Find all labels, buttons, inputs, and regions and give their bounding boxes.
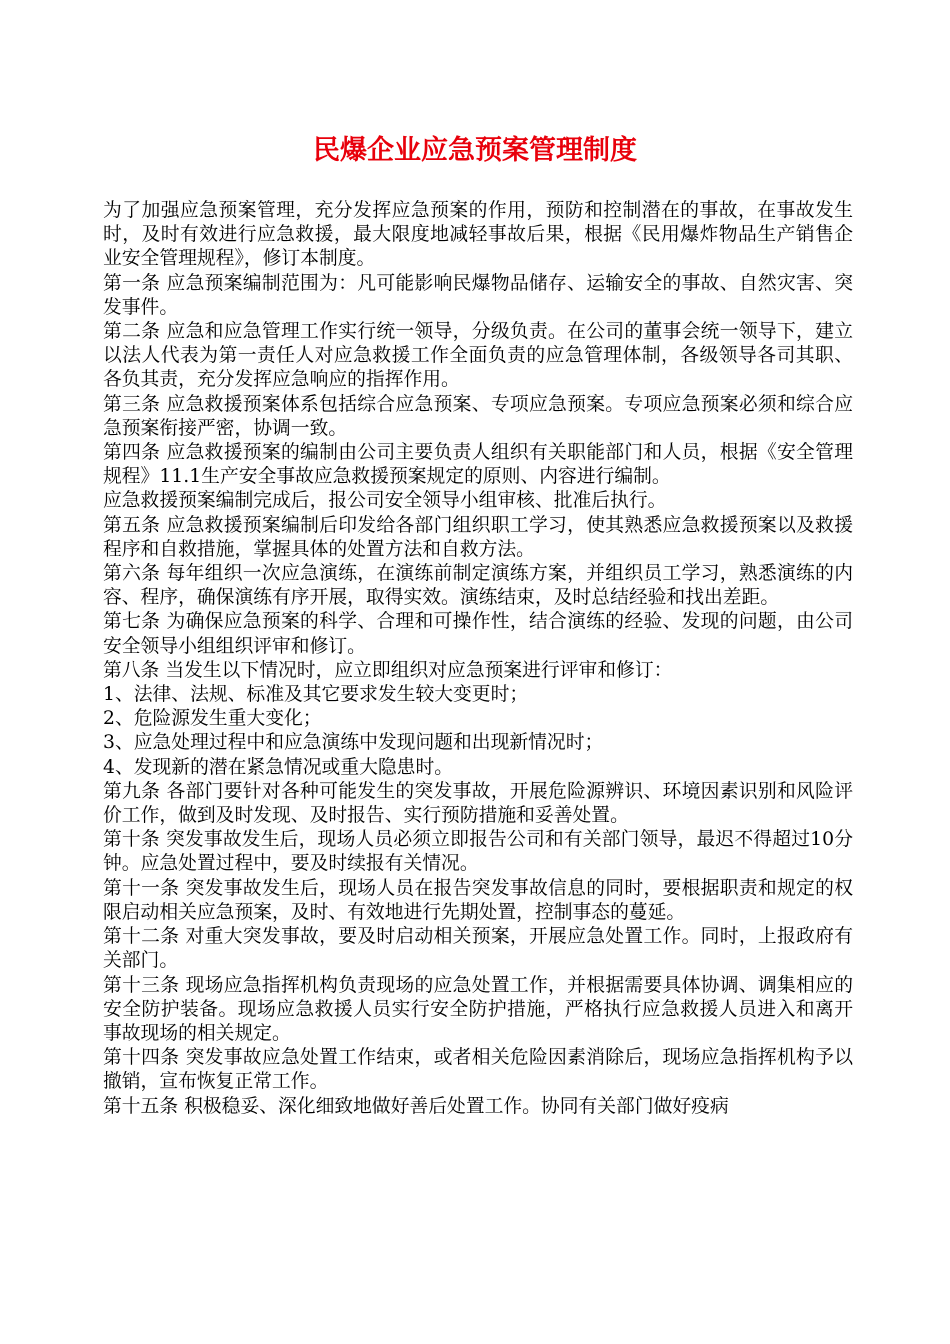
article-12: 第十二条 对重大突发事故，要及时启动相关预案，开展应急处置工作。同时，上报政府有关部门。 [103, 926, 853, 972]
article-2: 第二条 应急和应急管理工作实行统一领导，分级负责。在公司的董事会统一领导下，建立以法人代表为第一责任人对应急救援工作全面负责的应急管理体制，各级领导各司其职、各负其责，充分发挥应急响应的指挥作用。 [103, 321, 853, 391]
article-15: 第十五条 积极稳妥、深化细致地做好善后处置工作。协同有关部门做好疫病 [103, 1095, 729, 1117]
article-11: 第十一条 突发事故发生后，现场人员在报告突发事故信息的同时，要根据职责和规定的权限启动相关应急预案，及时、有效地进行先期处置，控制事态的蔓延。 [103, 877, 853, 923]
list-item-1: 1、法律、法规、标准及其它要求发生较大变更时； [103, 684, 529, 706]
list-item-3: 3、应急处理过程中和应急演练中发现问题和出现新情况时； [103, 732, 604, 754]
article-8: 第八条 当发生以下情况时，应立即组织对应急预案进行评审和修订： [103, 659, 673, 681]
article-6: 第六条 每年组织一次应急演练，在演练前制定演练方案，并组织员工学习，熟悉演练的内容、程序，确保演练有序开展，取得实效。演练结束，及时总结经验和找出差距。 [103, 563, 853, 609]
article-4-note: 应急救援预案编制完成后，报公司安全领导小组审核、批准后执行。 [103, 490, 667, 512]
article-10: 第十条 突发事故发生后，现场人员必须立即报告公司和有关部门领导，最迟不得超过10分钟。应急处置过程中，要及时续报有关情况。 [103, 829, 853, 875]
list-item-2: 2、危险源发生重大变化； [103, 708, 322, 730]
article-4: 第四条 应急救援预案的编制由公司主要负责人组织有关职能部门和人员，根据《安全管理规程》11.1生产安全事故应急救援预案规定的原则、内容进行编制。 [103, 442, 853, 488]
document-body [103, 199, 853, 1119]
intro-paragraph: 为了加强应急预案管理，充分发挥应急预案的作用，预防和控制潜在的事故，在事故发生时，及时有效进行应急救援，最大限度地减轻事故后果，根据《民用爆炸物品生产销售企业安全管理规程》，修订本制度。 [103, 200, 853, 270]
article-3: 第三条 应急救援预案体系包括综合应急预案、专项应急预案。专项应急预案必须和综合应急预案衔接严密，协调一致。 [103, 393, 853, 439]
article-5: 第五条 应急救援预案编制后印发给各部门组织职工学习，使其熟悉应急救援预案以及救援程序和自救措施，掌握具体的处置方法和自救方法。 [103, 514, 853, 560]
list-item-4: 4、发现新的潜在紧急情况或重大隐患时。 [103, 756, 454, 778]
document-title: 民爆企业应急预案管理制度 [313, 135, 637, 166]
article-13: 第十三条 现场应急指挥机构负责现场的应急处置工作，并根据需要具体协调、调集相应的安全防护装备。现场应急救援人员实行安全防护措施，严格执行应急救援人员进入和离开事故现场的相关规定。 [103, 974, 853, 1044]
article-1: 第一条 应急预案编制范围为：凡可能影响民爆物品储存、运输安全的事故、自然灾害、突发事件。 [103, 272, 853, 318]
article-7: 第七条 为确保应急预案的科学、合理和可操作性，结合演练的经验、发现的问题，由公司安全领导小组组织评审和修订。 [103, 611, 853, 657]
article-9: 第九条 各部门要针对各种可能发生的突发事故，开展危险源辨识、环境因素识别和风险评价工作，做到及时发现、及时报告、实行预防措施和妥善处置。 [103, 780, 853, 827]
article-14: 第十四条 突发事故应急处置工作结束，或者相关危险因素消除后，现场应急指挥机构予以撤销，宣布恢复正常工作。 [103, 1047, 853, 1093]
